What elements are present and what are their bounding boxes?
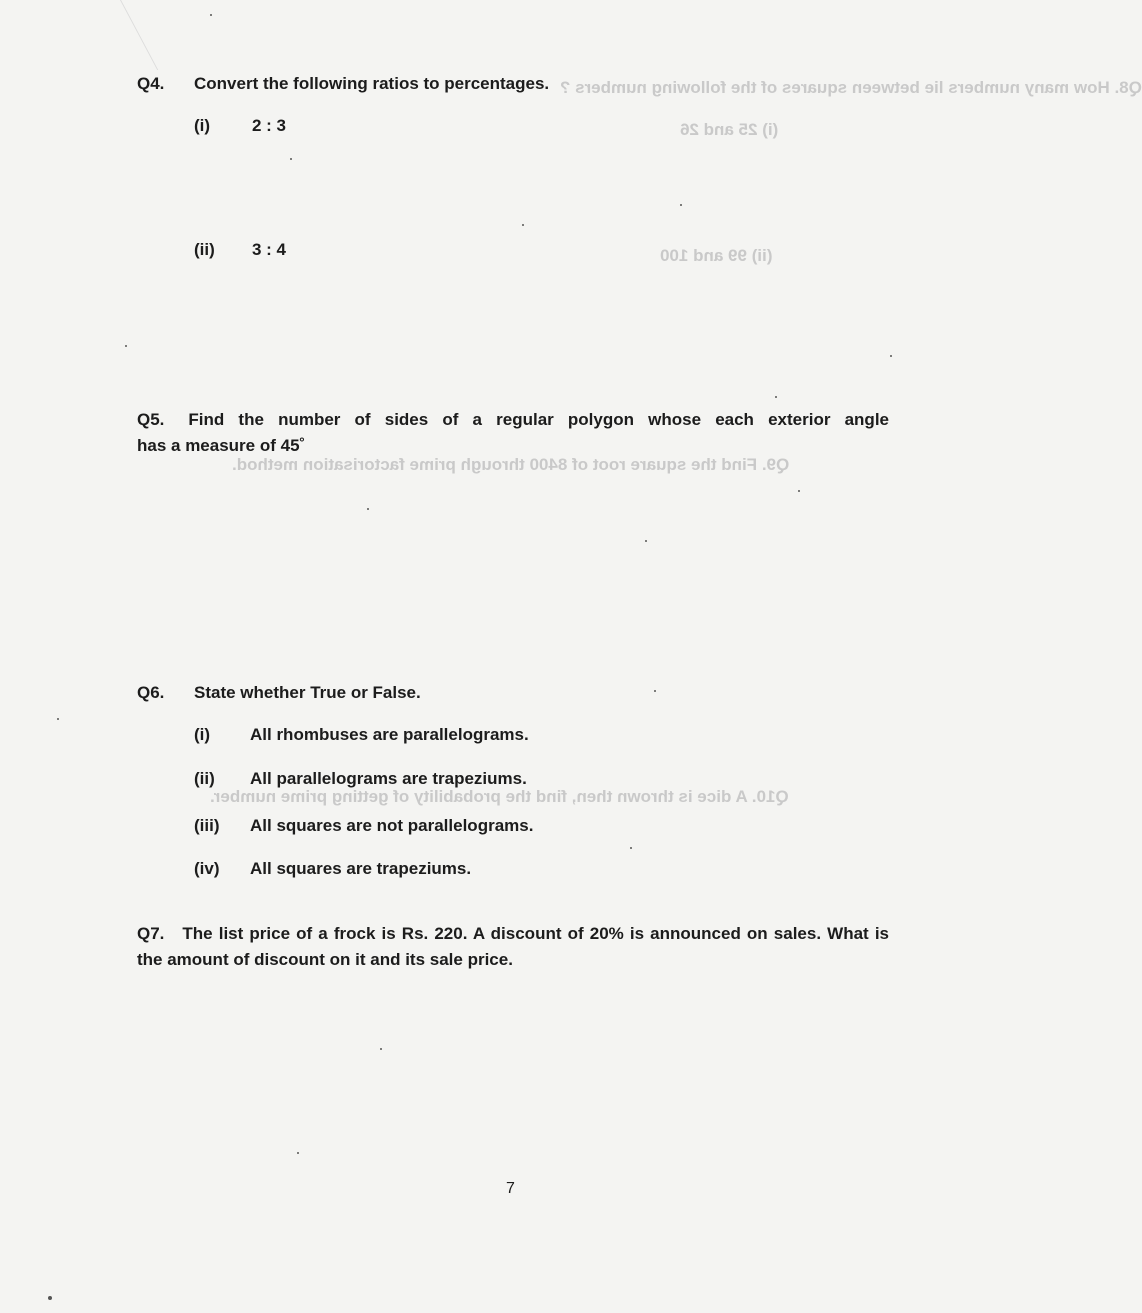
q6-part-text: All parallelograms are trapeziums. — [250, 769, 527, 788]
q7-number: Q7. — [137, 924, 165, 943]
q5-number: Q5. — [137, 410, 165, 429]
scan-speck — [125, 345, 127, 347]
scan-speck — [290, 158, 292, 160]
q5-block — [137, 407, 889, 459]
scan-speck — [48, 1296, 52, 1300]
q4-part-text: 2 : 3 — [252, 116, 287, 135]
q6-part-text: All squares are not parallelograms. — [250, 816, 534, 835]
q7-block — [137, 921, 889, 973]
q4-part-text: 3 : 4 — [252, 240, 287, 259]
q6-part-label: (i) — [194, 725, 211, 744]
scan-speck — [890, 355, 892, 357]
scan-speck — [380, 1048, 382, 1050]
bleed-through-line: Q8. How many numbers lie between squares of the following numbers ? — [560, 78, 1142, 97]
q4-text: Convert the following ratios to percentages. — [194, 74, 550, 93]
q6-part-text: All squares are trapeziums. — [250, 859, 472, 878]
scan-speck — [297, 1152, 299, 1154]
bleed-through-line: Q10. A dice is thrown then, find the probability of getting prime number. — [210, 787, 789, 806]
bleed-through-line: (i) 25 and 26 — [680, 120, 779, 139]
scan-speck — [654, 690, 656, 692]
scan-speck — [57, 718, 59, 720]
q6-text: State whether True or False. — [194, 683, 421, 702]
q6-part-label: (iv) — [194, 859, 220, 878]
scan-speck — [367, 508, 369, 510]
scan-speck — [680, 204, 682, 206]
q4-part-label: (i) — [194, 116, 211, 135]
scan-speck — [775, 396, 777, 398]
scan-speck — [522, 224, 524, 226]
scan-speck — [630, 847, 632, 849]
q6-part-text: All rhombuses are parallelograms. — [250, 725, 529, 744]
q4-part-label: (ii) — [194, 240, 215, 259]
scan-speck — [645, 540, 647, 542]
q7-text: The list price of a frock is Rs. 220. A discount of 20% is announced on sales. What is the amount of discount on it and its sale price. — [137, 924, 889, 969]
page-number: 7 — [506, 1180, 515, 1197]
q5-text-continued: has a measure of 45˚ — [137, 436, 306, 455]
q5-text: Find the number of sides of a regular polygon whose each exterior angle — [188, 410, 889, 429]
scan-speck — [210, 14, 212, 16]
paper-fold-mark — [60, 0, 158, 70]
q4-number: Q4. — [137, 74, 165, 93]
scan-speck — [798, 490, 800, 492]
q6-part-label: (iii) — [194, 816, 220, 835]
bleed-through-line: Q9. Find the square root of 8400 through prime factorisation method. — [232, 455, 790, 474]
q6-number: Q6. — [137, 683, 165, 702]
bleed-through-line: (ii) 99 and 100 — [660, 246, 773, 265]
q6-part-label: (ii) — [194, 769, 215, 788]
